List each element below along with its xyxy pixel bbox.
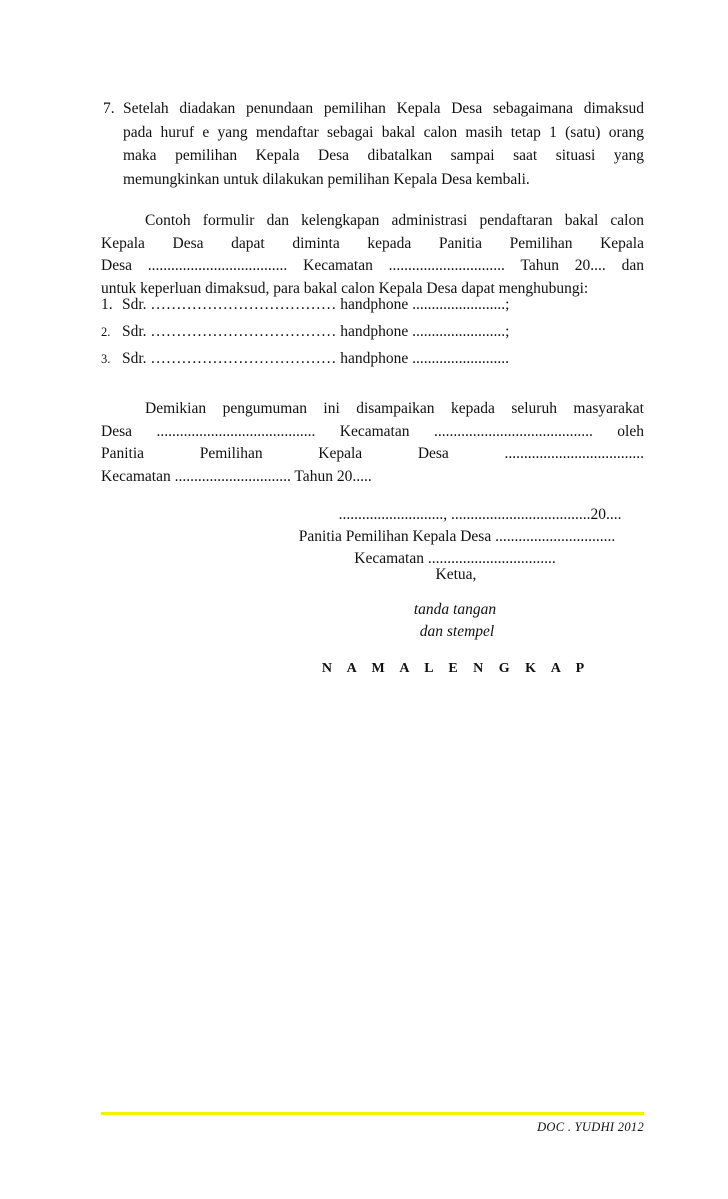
contact-number: 3.: [101, 352, 111, 366]
contact-text: Sdr. ……………………………… handphone .........................: [122, 350, 510, 367]
footer-rule: [101, 1112, 644, 1115]
signature-full-name: N A M A L E N G K A P: [321, 661, 591, 676]
contact-number: 2.: [101, 325, 111, 339]
contact-text: Sdr. ……………………………… handphone ........................;: [122, 296, 510, 313]
footer-doc-label: DOC . YUDHI 2012: [537, 1120, 644, 1134]
item-7-line: pada huruf e yang mendaftar sebagai bakal calon masih tetap 1 (satu) orang: [123, 123, 644, 141]
signature-sign-label: tanda tangan: [413, 601, 497, 618]
contact-item: [101, 347, 644, 371]
item-7-paragraph: [103, 97, 644, 191]
signature-stamp-label: dan stempel: [419, 623, 495, 640]
item-7-line: maka pemilihan Kepala Desa dibatalkan sampai saat situasi yang: [123, 147, 644, 164]
contact-item: [101, 293, 644, 317]
closing-line: Demikian pengumuman ini disampaikan kepada seluruh masyarakat: [145, 400, 644, 417]
contoh-line: Contoh formulir dan kelengkapan administrasi pendaftaran bakal calon: [145, 212, 644, 229]
closing-paragraph: [101, 398, 644, 488]
contact-text: Sdr. ……………………………… handphone ........................;: [122, 323, 510, 340]
item-7-number: 7.: [103, 100, 115, 117]
closing-line: Panitia Pemilihan Kepala Desa ....................................: [101, 445, 644, 462]
signature-district: Kecamatan .................................: [354, 550, 556, 567]
signature-place-date: ..........................., ....................................20....: [338, 506, 622, 523]
signature-role: Ketua,: [435, 566, 477, 583]
item-7-line: Setelah diadakan penundaan pemilihan Kepala Desa sebagaimana dimaksud: [123, 100, 644, 117]
contoh-line: Kepala Desa dapat diminta kepada Panitia Pemilihan Kepala: [101, 234, 644, 252]
contact-number: 1.: [101, 296, 113, 313]
contoh-line: Desa .................................... Kecamatan .............................. Tahun 20.... dan: [101, 257, 644, 274]
closing-line: Kecamatan .............................. Tahun 20.....: [101, 467, 372, 485]
signature-committee: Panitia Pemilihan Kepala Desa ...............................: [298, 528, 616, 545]
closing-line: Desa ......................................... Kecamatan ......................................... oleh: [101, 422, 644, 440]
contact-item: [101, 320, 644, 344]
contoh-line: untuk keperluan dimaksud, para bakal calon Kepala Desa dapat menghubungi:: [101, 279, 589, 297]
contoh-paragraph: [101, 210, 644, 300]
item-7-line: memungkinkan untuk dilakukan pemilihan Kepala Desa kembali.: [123, 170, 530, 188]
